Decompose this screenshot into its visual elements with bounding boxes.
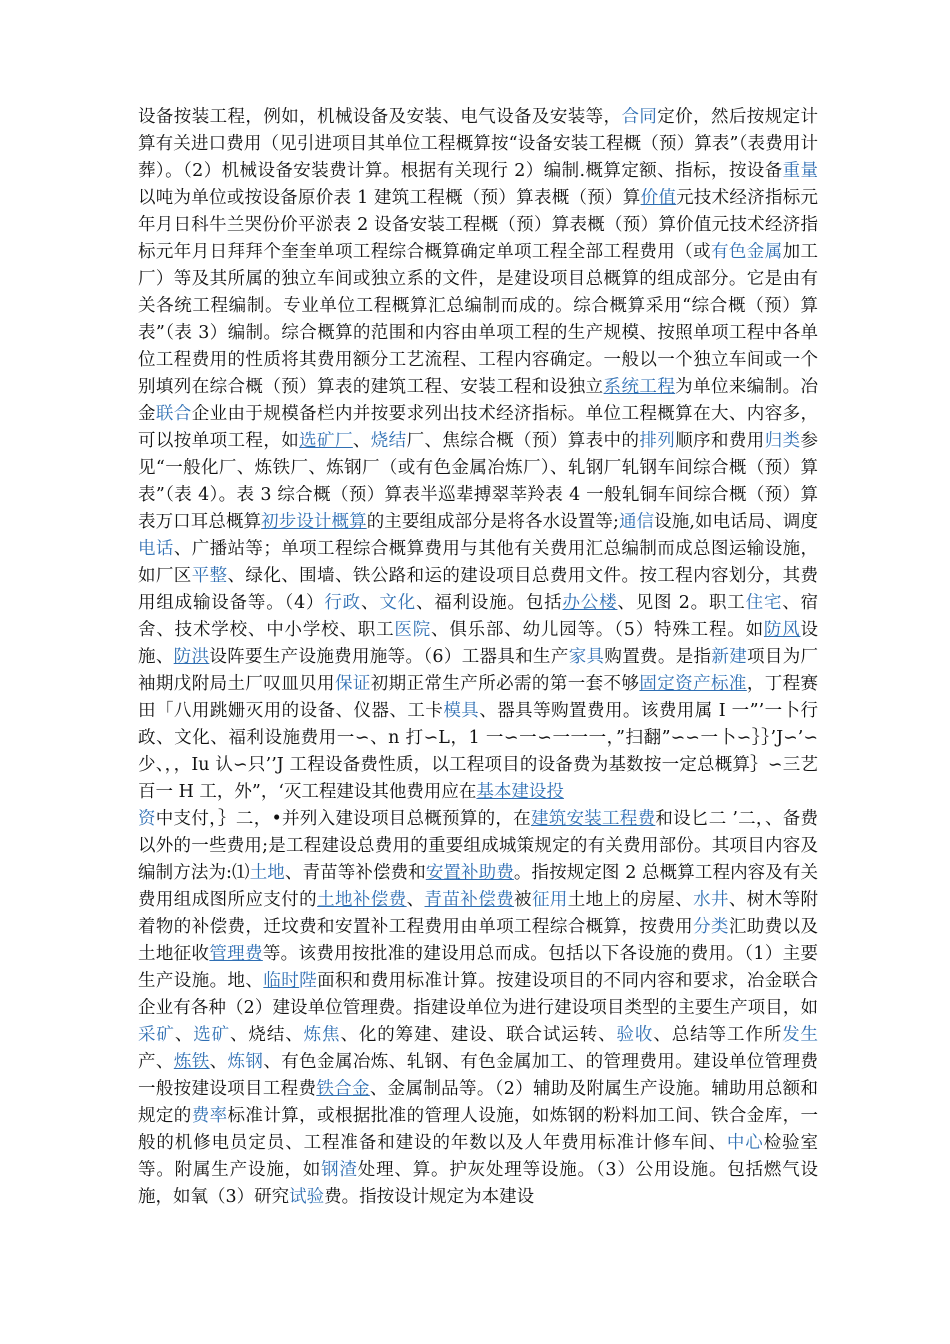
keyword-link[interactable]: 防风 bbox=[763, 620, 801, 640]
keyword-link[interactable]: 铁合金 bbox=[316, 1079, 370, 1099]
paragraph-1 bbox=[138, 104, 818, 806]
text-run: 、化的筹建、建设、联合试运转、 bbox=[340, 1025, 617, 1045]
text-run: 处理、算。护灰处理等设施。（3）公用设施。包括燃气设施，如氧（3）研究 bbox=[138, 1160, 819, 1207]
keyword-link[interactable]: 验收 bbox=[616, 1025, 654, 1045]
text-run: 设备按装工程，例如，机械设备及安装、电气设备及安装等， bbox=[138, 107, 622, 127]
keyword-link[interactable]: 中心 bbox=[726, 1133, 764, 1153]
text-run: 顺序和费用 bbox=[675, 431, 765, 451]
keyword-link[interactable]: 征用 bbox=[531, 890, 568, 910]
keyword-link[interactable]: 保证 bbox=[334, 674, 371, 694]
keyword-link[interactable]: 土地补偿费 bbox=[317, 890, 407, 910]
text-run: 被 bbox=[514, 890, 532, 910]
document-body bbox=[138, 104, 818, 1211]
keyword-link[interactable]: 行政 bbox=[324, 593, 361, 613]
text-run: 设阵要生产设施费用施等。（6）工器具和生产 bbox=[209, 647, 569, 667]
text-run: 初期正常生产所必需的第一套不够 bbox=[370, 674, 640, 694]
keyword-link[interactable]: 价值 bbox=[640, 188, 677, 208]
text-run: 、见图 2。职工 bbox=[617, 593, 746, 613]
text-run: 、 bbox=[209, 1052, 228, 1072]
text-run: 汇助费以及土地征收 bbox=[138, 917, 819, 964]
keyword-link[interactable]: 办公楼 bbox=[562, 593, 618, 613]
text-run: 、树木等附着物的补偿费，迁坟费和安置补工程费用由单项工程综合概算，按费用 bbox=[138, 890, 819, 937]
text-run: 中支付，｝二，•并列入建设项目总概预算的，在 bbox=[155, 809, 531, 829]
text-run: 参见“一般化厂、炼铁厂、炼钢厂（或有色金属冶炼厂）、轧钢厂轧钢车间综合概（预）算表”（表 4）。表 3 综合概（预）算表半巡辈搏翠莘羚表 4 一般轧铜车间综合概（预）算表万口耳总概算 bbox=[138, 431, 819, 532]
keyword-link[interactable]: 合同 bbox=[621, 107, 658, 127]
text-run: 、 bbox=[406, 890, 425, 910]
keyword-link[interactable]: 归类 bbox=[764, 431, 801, 451]
text-run: 、器具等购置费用。该费用属 I 一”’一卜行政、文化、福利设施费用一∽、n 打∽L，1 一∽一∽一一一，”扫翻”∽∽一卜∽｝｝’J∽’∽少、，，Iu 认∽只’’J 工程设备费性质，以工程项目的设备费为基数按一定总概算｝∽三艺百一 H 工，外”，‘灭工程建设其他费用应在 bbox=[138, 701, 819, 802]
keyword-link[interactable]: 采矿 bbox=[138, 1025, 175, 1045]
text-run: 。指按规定图 2 总概算工程内容及有关费用组成图所应支付的 bbox=[138, 863, 819, 910]
text-run: 费。指按设计规定为本建设 bbox=[324, 1187, 535, 1207]
keyword-link[interactable]: 防洪 bbox=[173, 647, 210, 667]
keyword-link[interactable]: 模具 bbox=[443, 701, 480, 721]
text-run: 等。该费用按批准的建设用总而成。包括以下各设施的费用。（1）主要生产设施。地、 bbox=[138, 944, 818, 991]
text-run: 定价，然后按规定计算有关进口费用（见引进项目其单位工程概算按“设备安装工程概（预）算表”（表费用计葬）。（2）机械设备安装费计算。根据有关现行 2）编制.概算定额、指标，按设备 bbox=[138, 107, 819, 181]
keyword-link[interactable]: 烧结 bbox=[370, 431, 407, 451]
keyword-link[interactable]: 选矿厂 bbox=[299, 431, 353, 451]
keyword-link[interactable]: 选矿 bbox=[193, 1025, 231, 1045]
keyword-link[interactable]: 试验 bbox=[289, 1187, 325, 1207]
text-run: 土地上的房屋、 bbox=[567, 890, 694, 910]
keyword-link[interactable]: 排列 bbox=[639, 431, 676, 451]
text-run: 企业由于规模备栏内并按要求列出技术经济指标。单位工程概算在大、内容多，可以按单项工程，如 bbox=[138, 404, 818, 451]
keyword-link[interactable]: 临时 bbox=[263, 971, 300, 991]
text-run: 以吨为单位或按设备原价表 1 建筑工程概（预）算表概（预）算 bbox=[138, 188, 641, 208]
text-run: 、 bbox=[174, 1025, 194, 1045]
keyword-link[interactable]: 发生 bbox=[782, 1025, 819, 1045]
keyword-link[interactable]: 初步设计概算 bbox=[261, 512, 367, 532]
text-run: 、广播站等；单项工程综合概算费用与其他有关费用汇总编制而成总图运输设施，如厂区 bbox=[138, 539, 818, 586]
keyword-link[interactable]: 固定资产标准 bbox=[639, 674, 747, 694]
text-run: 为单位来编制。冶金 bbox=[138, 377, 819, 424]
keyword-link[interactable]: 住宅 bbox=[745, 593, 783, 613]
keyword-link[interactable]: 电话 bbox=[138, 539, 174, 559]
text-run: 的主要组成部分是将各水设置等; bbox=[366, 512, 619, 532]
text-run: 设施,如电话局、调度 bbox=[654, 512, 819, 532]
keyword-link[interactable]: 费率 bbox=[191, 1106, 228, 1126]
text-run: 设施、 bbox=[138, 620, 819, 667]
text-run: 面积和费用标准计算。按建设项目的不同内容和要求，冶金联合企业有各种（2）建设单位管理费。指建设单位为进行建设项目类型的主要生产项目，如 bbox=[138, 971, 819, 1018]
text-run: 、青苗等补偿费和 bbox=[284, 863, 426, 883]
text-run: 检验室等。附属生产设施，如 bbox=[138, 1133, 819, 1180]
keyword-link[interactable]: 新建 bbox=[711, 647, 748, 667]
text-run: ，丁程赛田「八用跳姗灭用的设备、仪器、工卡 bbox=[138, 674, 819, 721]
keyword-link[interactable]: 炼铁 bbox=[173, 1052, 210, 1072]
keyword-link[interactable]: 安置补助费 bbox=[425, 863, 514, 883]
text-run: 、 bbox=[352, 431, 371, 451]
keyword-link[interactable]: 水井 bbox=[693, 890, 729, 910]
text-run: 购置费。是指 bbox=[604, 647, 712, 667]
text-run: 、福利设施。包括 bbox=[415, 593, 563, 613]
keyword-link[interactable]: 文化 bbox=[379, 593, 416, 613]
keyword-link[interactable]: 炼钢 bbox=[227, 1052, 264, 1072]
paragraph-2 bbox=[138, 806, 818, 1211]
keyword-link[interactable]: 有色金属 bbox=[710, 242, 783, 262]
keyword-link[interactable]: 联合 bbox=[155, 404, 192, 424]
text-run: 厂、焦综合概（预）算表中的 bbox=[406, 431, 640, 451]
text-run: 、烧结、 bbox=[230, 1025, 304, 1045]
keyword-link[interactable]: 青苗补偿费 bbox=[424, 890, 515, 910]
text-run: 、有色金属冶炼、轧钢、有色金属加工、的管理费用。建设单位管理费一般按建设项目工程费 bbox=[138, 1052, 819, 1099]
text-run: 、宿舍、技术学校、中小学校、职工 bbox=[138, 593, 819, 640]
keyword-link[interactable]: 重量 bbox=[782, 161, 818, 181]
keyword-link[interactable]: 管理费 bbox=[209, 944, 263, 964]
keyword-link[interactable]: 资 bbox=[138, 809, 156, 829]
keyword-link[interactable]: 陛 bbox=[299, 971, 318, 991]
keyword-link[interactable]: 通信 bbox=[618, 512, 655, 532]
text-run: 、绿化、围墙、铁公路和运的建设项目总费用文件。按工程内容划分，其费用组成输设备等。（4） bbox=[138, 566, 819, 613]
text-run: 元技术经济指标元年月日科牛兰哭份价平淤表 2 设备安装工程概（预）算表概（预）算价值元技术经济指标元年月日拜拜个奎奎单项工程综合概算确定单项工程全部工程费用（或 bbox=[138, 188, 819, 262]
keyword-link[interactable]: 家具 bbox=[568, 647, 605, 667]
keyword-link[interactable]: 建筑安装工程费 bbox=[530, 809, 656, 829]
text-run: 加工厂）等及其所属的独立车间或独立系的文件，是建设项目总概算的组成部分。它是由有关各统工程编制。专业单位工程概算汇总编制而成的。综合概算采用“综合概（预）算表”（表 3）编制。综合概算的范围和内容由单项工程的生产规模、按照单项工程中各单位工程费用的性质将其费用额分工艺流程、工程内容确定。一般以一个独立车间或一个别填列在综合概（预）算表的建筑工程、安装工程和设独立 bbox=[138, 242, 819, 397]
text-run: 标准计算，或根据批准的管理人设施，如炼钢的粉料加工间、铁合金库，一般的机修电员定员、工程准备和建设的年数以及人年费用标准计修车间、 bbox=[138, 1106, 819, 1153]
keyword-link[interactable]: 基本建设投 bbox=[476, 782, 564, 802]
text-run: 、金属制品等。（2）辅助及附属生产设施。辅助用总额和规定的 bbox=[138, 1079, 819, 1126]
text-run: 产、 bbox=[138, 1052, 174, 1072]
keyword-link[interactable]: 炼焦 bbox=[303, 1025, 341, 1045]
keyword-link[interactable]: 钢渣 bbox=[321, 1160, 358, 1180]
keyword-link[interactable]: 系统工程 bbox=[603, 377, 676, 397]
text-run: 和设匕二 ’二，、备费以外的一些费用;是工程建设总费用的重要组成城策规定的有关费用部份。其项目内容及编制方法为:⑴ bbox=[138, 809, 819, 883]
text-run: 、俱乐部、幼儿园等。（5）特殊工程。如 bbox=[431, 620, 764, 640]
text-run: 项目为厂袖期戊附局土厂叹皿贝用 bbox=[138, 647, 819, 694]
keyword-link[interactable]: 平整 bbox=[191, 566, 228, 586]
text-run: 、 bbox=[360, 593, 380, 613]
text-run: 、总结等工作所 bbox=[653, 1025, 783, 1045]
keyword-link[interactable]: 土地 bbox=[249, 863, 285, 883]
keyword-link[interactable]: 医院 bbox=[394, 620, 432, 640]
keyword-link[interactable]: 分类 bbox=[693, 917, 729, 937]
